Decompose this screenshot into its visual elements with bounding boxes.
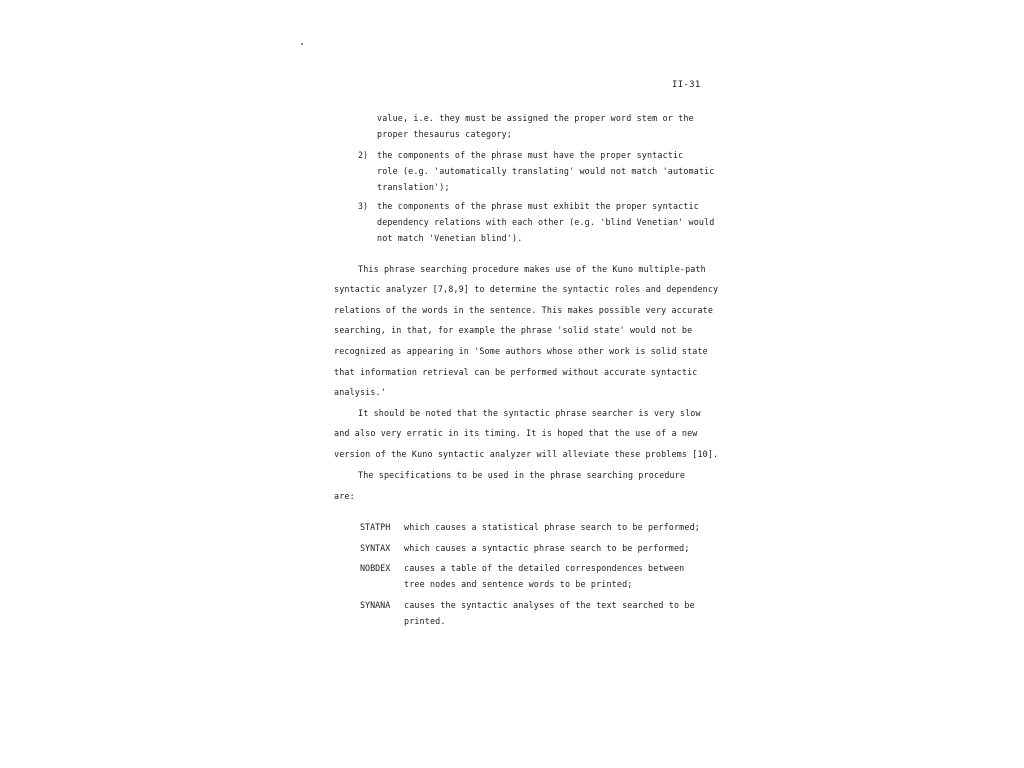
spec-description: tree nodes and sentence words to be printed;	[404, 579, 633, 589]
paragraph-line: This phrase searching procedure makes use of the Kuno multiple-path	[358, 264, 706, 274]
scan-speck	[301, 43, 303, 45]
list-item-number: 3)	[358, 201, 369, 211]
list-item-line: translation');	[377, 182, 450, 192]
paragraph-line: The specifications to be used in the phrase searching procedure	[358, 470, 686, 480]
paragraph-line: recognized as appearing in 'Some authors whose other work is solid state	[334, 346, 708, 356]
spec-code: SYNANA	[360, 600, 391, 610]
paragraph-line: version of the Kuno syntactic analyzer will alleviate these problems [10].	[334, 449, 719, 459]
page-number: II-31	[672, 80, 701, 90]
spec-description: which causes a statistical phrase search to be performed;	[404, 522, 700, 532]
paragraph-line: relations of the words in the sentence. This makes possible very accurate	[334, 305, 714, 315]
paragraph-line: syntactic analyzer [7,8,9] to determine the syntactic roles and dependency	[334, 284, 719, 294]
list-item-line: not match 'Venetian blind').	[377, 233, 523, 243]
list-item-line: role (e.g. 'automatically translating' would not match 'automatic	[377, 166, 715, 176]
paragraph-line: It should be noted that the syntactic phrase searcher is very slow	[358, 408, 701, 418]
list-item-line: the components of the phrase must exhibit the proper syntactic	[377, 201, 699, 211]
spec-code: SYNTAX	[360, 543, 391, 553]
list-cont-line: proper thesaurus category;	[377, 129, 512, 139]
spec-description: causes a table of the detailed correspondences between	[404, 563, 685, 573]
paragraph-line: analysis.'	[334, 387, 386, 397]
paragraph-line: are:	[334, 491, 355, 501]
paragraph-line: and also very erratic in its timing. It is hoped that the use of a new	[334, 428, 698, 438]
spec-description: causes the syntactic analyses of the text searched to be	[404, 600, 695, 610]
paragraph-line: searching, in that, for example the phrase 'solid state' would not be	[334, 325, 693, 335]
list-item-number: 2)	[358, 150, 369, 160]
spec-code: NOBDEX	[360, 563, 391, 573]
list-item-line: the components of the phrase must have the proper syntactic	[377, 150, 684, 160]
list-item-line: dependency relations with each other (e.g. 'blind Venetian' would	[377, 217, 715, 227]
spec-code: STATPH	[360, 522, 391, 532]
spec-description: which causes a syntactic phrase search to be performed;	[404, 543, 690, 553]
spec-description: printed.	[404, 616, 446, 626]
paragraph-line: that information retrieval can be performed without accurate syntactic	[334, 367, 698, 377]
list-cont-line: value, i.e. they must be assigned the proper word stem or the	[377, 113, 694, 123]
